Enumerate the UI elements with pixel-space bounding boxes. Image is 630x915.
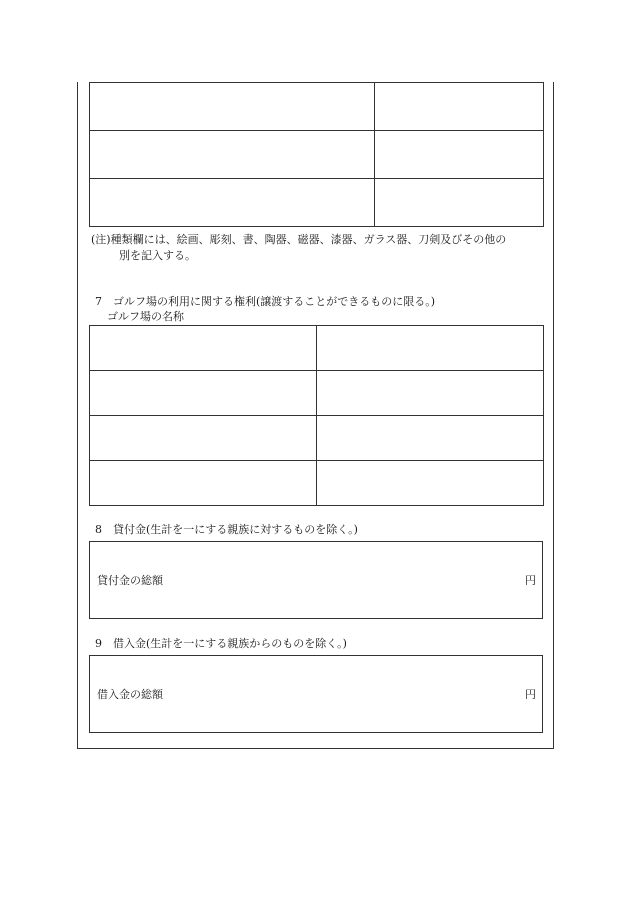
table-row xyxy=(90,371,544,416)
table-cell[interactable] xyxy=(90,131,375,179)
table-cell[interactable] xyxy=(90,179,375,227)
table-row xyxy=(90,416,544,461)
table-cell[interactable] xyxy=(317,326,544,371)
table-row xyxy=(90,326,544,371)
table-cell[interactable] xyxy=(317,371,544,416)
table-cell[interactable] xyxy=(90,461,317,506)
section-7-heading: 7 ゴルフ場の利用に関する権利(譲渡することができるものに限る。) xyxy=(95,295,436,308)
form-frame-bottom-border xyxy=(77,748,554,749)
section-8-heading: 8 貸付金(生計を一にする親族に対するものを除く。) xyxy=(95,523,358,536)
section-9-heading: 9 借入金(生計を一にする親族からのものを除く。) xyxy=(95,637,347,650)
table-cell[interactable] xyxy=(375,83,544,131)
loan-receivable-total-label: 貸付金の総額 xyxy=(97,574,163,587)
note-line-1: (注)種類欄には、絵画、彫刻、書、陶器、磁器、漆器、ガラス器、刀剣及びその他の xyxy=(91,233,507,246)
table-cell[interactable] xyxy=(375,131,544,179)
form-frame-left-border xyxy=(77,82,78,748)
table-cell[interactable] xyxy=(90,416,317,461)
golf-course-name-label: ゴルフ場の名称 xyxy=(107,310,184,323)
golf-membership-table xyxy=(89,325,544,506)
table-cell[interactable] xyxy=(90,326,317,371)
yen-unit-label: 円 xyxy=(525,574,536,587)
table-row xyxy=(90,83,544,131)
table-row xyxy=(90,131,544,179)
borrowing-total-label: 借入金の総額 xyxy=(97,688,163,701)
borrowing-box[interactable] xyxy=(89,655,543,733)
table-row xyxy=(90,461,544,506)
table-cell[interactable] xyxy=(317,461,544,506)
table-row xyxy=(90,179,544,227)
note-line-2: 別を記入する。 xyxy=(119,249,196,262)
loan-receivable-box[interactable] xyxy=(89,541,543,619)
art-items-table xyxy=(89,82,544,227)
table-cell[interactable] xyxy=(317,416,544,461)
yen-unit-label: 円 xyxy=(525,688,536,701)
table-cell[interactable] xyxy=(90,371,317,416)
table-cell[interactable] xyxy=(375,179,544,227)
table-cell[interactable] xyxy=(90,83,375,131)
form-frame-right-border xyxy=(553,82,554,748)
